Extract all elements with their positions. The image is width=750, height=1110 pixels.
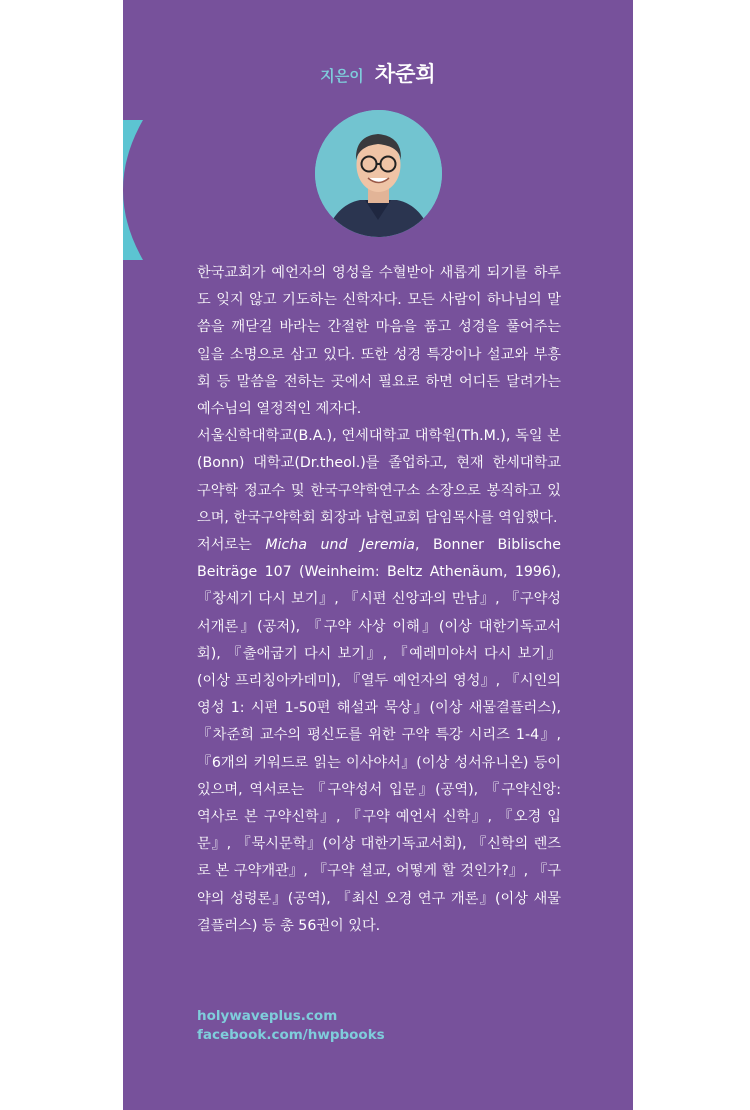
publisher-links [197, 1007, 385, 1045]
author-biography [197, 260, 561, 940]
works-lead: 저서로는 [197, 537, 266, 554]
works-thesis-title: Micha und Jeremia [265, 537, 415, 554]
bio-paragraph-intro: 한국교회가 예언자의 영성을 수혈받아 새롭게 되기를 하루도 잊지 않고 기도하는 신학자다. 모든 사람이 하나님의 말씀을 깨닫길 바라는 간절한 마음을 품고 성경을 풀어주는 일을 소명으로 삼고 있다. 또한 성경 특강이나 설교와 부흥회 등 말씀을 전하는 곳에서 필요로 하면 어디든 달려가는 예수님의 열정적인 제자다. [197, 265, 561, 418]
author-name: 차준희 [374, 62, 436, 86]
author-portrait-icon [315, 110, 442, 237]
author-label: 지은이 [320, 67, 364, 85]
bio-paragraph-works [197, 532, 561, 940]
author-heading [123, 58, 633, 88]
decorative-arc-shape [123, 120, 143, 260]
website-link[interactable]: holywaveplus.com [197, 1008, 338, 1024]
cover-flap-panel [123, 0, 633, 1110]
facebook-link[interactable]: facebook.com/hwpbooks [197, 1027, 385, 1043]
author-photo [315, 110, 442, 237]
works-list: , Bonner Biblische Beiträge 107 (Weinheim: Beltz Athenäum, 1996), 『창세기 다시 보기』, 『시편 신앙과의 만남』, 『구약성서개론』(공저), 『구약 사상 이해』(이상 대한기독교서회), 『출애굽기 다시 보기』, 『예레미야서 다시 보기』(이상 프리칭아카데미), 『열두 예언자의 영성』, 『시인의 영성 1: 시편 1-50편 해설과 묵상』(이상 새물결플러스), 『차준희 교수의 평신도를 위한 구약 특강 시리즈 1-4』, 『6개의 키워드로 읽는 이사야서』(이상 성서유니온) 등이 있으며, 역서로는 『구약성서 입문』(공역), 『구약신앙: 역사로 본 구약신학』, 『구약 예언서 신학』, 『오경 입문』, 『묵시문학』(이상 대한기독교서회), 『신학의 렌즈로 본 구약개관』, 『구약 설교, 어떻게 할 것인가?』, 『구약의 성령론』(공역), 『최신 오경 연구 개론』(이상 새물결플러스) 등 총 56권이 있다. [197, 537, 561, 934]
bio-paragraph-education: 서울신학대학교(B.A.), 연세대학교 대학원(Th.M.), 독일 본(Bonn) 대학교(Dr.theol.)를 졸업하고, 현재 한세대학교 구약학 정교수 및 한국구약학연구소 소장으로 봉직하고 있으며, 한국구약학회 회장과 남현교회 담임목사를 역임했다. [197, 428, 561, 526]
